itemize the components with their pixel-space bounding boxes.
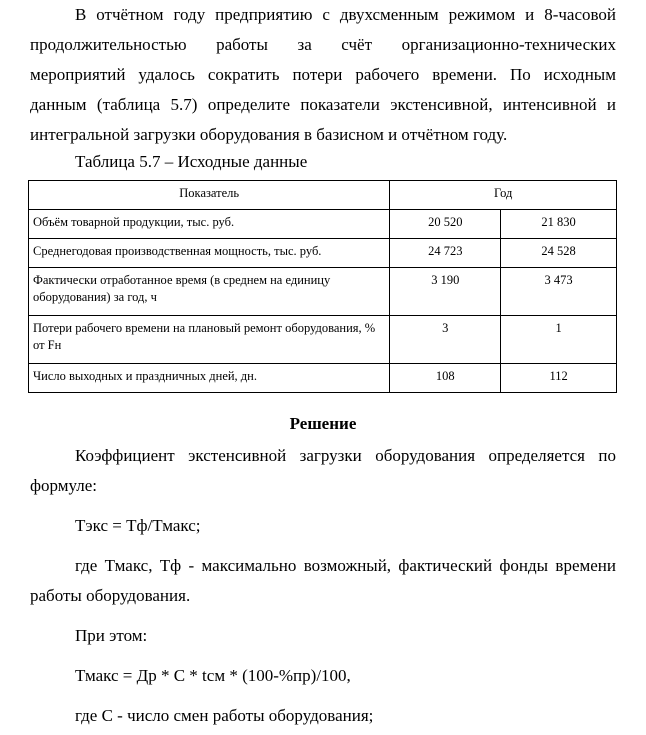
row-base-value: 3 190 [390, 268, 501, 316]
solution-p1-line-1: Коэффициент экстенсивной загрузки оборудования определяется по [75, 446, 616, 465]
solution-p2-line-1: где Тмакс, Тф - максимально возможный, фактический фонды времени [75, 556, 616, 575]
row-report-value: 24 528 [501, 239, 617, 268]
solution-p3: При этом: [75, 626, 148, 645]
row-label: Объём товарной продукции, тыс. руб. [29, 210, 390, 239]
row-report-value: 21 830 [501, 210, 617, 239]
row-label: Среднегодовая производственная мощность, тыс. руб. [29, 239, 390, 268]
table-row [29, 316, 617, 364]
header-indicator: Показатель [29, 181, 390, 210]
row-base-value: 20 520 [390, 210, 501, 239]
row-report-value: 112 [501, 364, 617, 393]
intro-line-3: мероприятий удалось сократить потери рабочего времени. По исходным [30, 65, 616, 84]
intro-line-1: В отчётном году предприятию с двухсменным режимом и 8-часовой [75, 5, 616, 24]
table-row [29, 268, 617, 316]
formula-max-time: Тмакс = Др * С * tсм * (100-%пр)/100, [75, 666, 351, 685]
table-row [29, 210, 617, 239]
table-caption: Таблица 5.7 – Исходные данные [75, 152, 308, 171]
solution-heading: Решение [289, 414, 357, 433]
header-year: Год [390, 181, 617, 210]
formula-extensive: Тэкс = Тф/Тмакс; [75, 516, 201, 535]
row-report-value: 1 [501, 316, 617, 364]
table-row [29, 364, 617, 393]
source-data-table [28, 180, 617, 393]
solution-p4: где С - число смен работы оборудования; [75, 706, 374, 725]
table-row [29, 239, 617, 268]
row-label: Фактически отработанное время (в среднем на единицу оборудования) за год, ч [29, 268, 390, 316]
intro-line-2: продолжительностью работы за счёт организационно-технических [30, 35, 616, 54]
solution-p2-line-2: работы оборудования. [30, 586, 191, 605]
intro-line-5: интегральной загрузки оборудования в базисном и отчётном году. [30, 125, 508, 144]
row-base-value: 24 723 [390, 239, 501, 268]
row-label: Потери рабочего времени на плановый ремонт оборудования, % от Fн [29, 316, 390, 364]
row-base-value: 108 [390, 364, 501, 393]
row-label: Число выходных и праздничных дней, дн. [29, 364, 390, 393]
row-report-value: 3 473 [501, 268, 617, 316]
intro-line-4: данным (таблица 5.7) определите показатели экстенсивной, интенсивной и [30, 95, 616, 114]
solution-p1-line-2: формуле: [30, 476, 98, 495]
row-base-value: 3 [390, 316, 501, 364]
table-header-row [29, 181, 617, 210]
